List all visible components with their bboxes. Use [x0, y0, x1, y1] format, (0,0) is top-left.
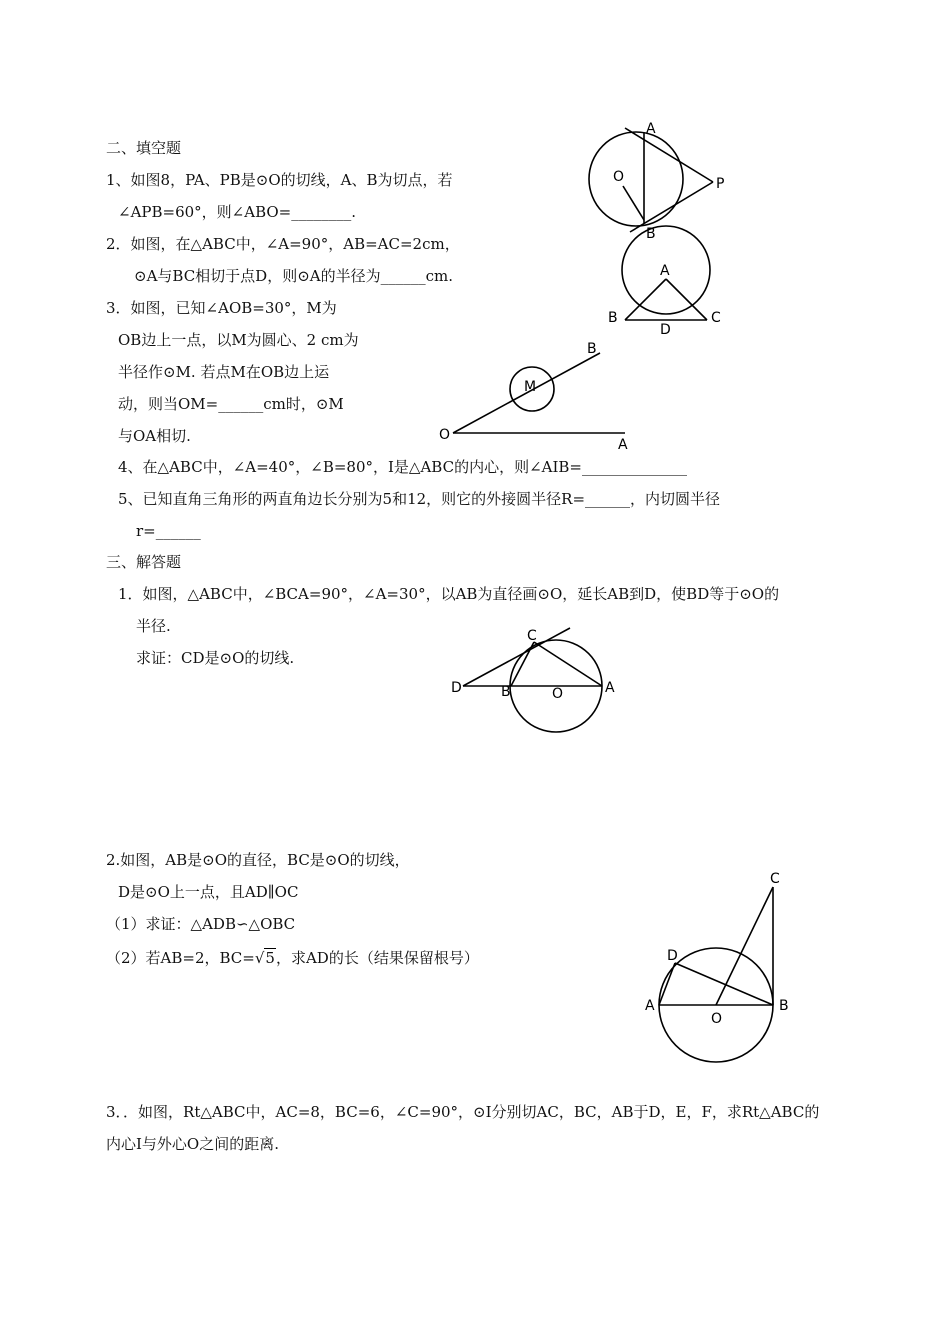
fig1-label-B: B	[646, 226, 656, 242]
p2-text: 2.如图，AB是⊙O的直径，BC是⊙O的切线，	[106, 851, 410, 869]
fig5-label-A: A	[645, 998, 655, 1014]
fig2-label-A: A	[660, 263, 670, 279]
section-heading-fill: 二、填空题	[106, 139, 182, 157]
q3-text-3: 半径作⊙M. 若点M在OB边上运	[118, 363, 330, 381]
fig4-label-O: O	[552, 686, 564, 702]
q2-text-2: ⊙A与BC相切于点D，则⊙A的半径为______cm.	[134, 267, 454, 285]
fig2-label-C: C	[711, 310, 721, 326]
p2-text-4a: （2）若AB=2，BC=	[106, 949, 255, 967]
q3-text: 3．如图，已知∠AOB=30°，M为	[106, 299, 337, 317]
p1-text: 1．如图，△ABC中，∠BCA=90°，∠A=30°，以AB为直径画⊙O，延长AB到D，使BD等于⊙O的	[118, 585, 780, 603]
fig5-label-D: D	[667, 948, 678, 964]
fig4-label-D: D	[451, 680, 462, 696]
p2-text-4b: ，求AD的长（结果保留根号）	[275, 949, 479, 967]
fig1-label-O: O	[613, 169, 625, 185]
sqrt-sign: √	[254, 949, 265, 967]
figure-angle-circle	[435, 335, 635, 453]
sqrt-value: 5	[265, 949, 275, 967]
fig5-label-C: C	[770, 871, 780, 887]
q3-text-5: 与OA相切.	[118, 427, 191, 445]
q3-text-4: 动，则当OM=______cm时，⊙M	[118, 395, 344, 413]
fig3-label-A: A	[618, 437, 628, 453]
q1-text: 1、如图8，PA、PB是⊙O的切线，A、B为切点，若	[106, 171, 453, 189]
q4-text: 4、在△ABC中，∠A=40°，∠B=80°，I是△ABC的内心，则∠AIB=______________	[118, 458, 687, 476]
p1-text-2: 半径.	[136, 617, 171, 635]
fig4-label-C: C	[527, 628, 537, 644]
q1-text-2: ∠APB=60°，则∠ABO=________.	[118, 203, 357, 221]
fig4-label-B: B	[501, 684, 511, 700]
figure-similar-triangles	[640, 865, 815, 1080]
fig1-label-P: P	[716, 176, 725, 192]
p2-text-3: （1）求证：△ADB∽△OBC	[106, 915, 296, 933]
fig1-label-A: A	[646, 121, 656, 137]
fig5-label-B: B	[779, 998, 789, 1014]
fig3-label-O: O	[439, 427, 451, 443]
q2-text: 2．如图，在△ABC中，∠A=90°，AB=AC=2cm，	[106, 235, 460, 253]
fig3-label-B: B	[587, 341, 597, 357]
fig3-label-M: M	[524, 379, 537, 395]
p2-text-4	[106, 948, 479, 968]
p3-text-2: 内心I与外心O之间的距离.	[106, 1135, 279, 1153]
q5-text: 5、已知直角三角形的两直角边长分别为5和12，则它的外接圆半径R=______，内切圆半径	[118, 490, 721, 508]
section-heading-solve: 三、解答题	[106, 553, 182, 571]
fig2-label-D: D	[660, 322, 671, 338]
p2-text-2: D是⊙O上一点，且AD∥OC	[118, 883, 299, 901]
p3-text: 3．．如图，Rt△ABC中，AC=8，BC=6，∠C=90°，⊙I分别切AC，BC，AB于D，E，F，求Rt△ABC的	[106, 1103, 820, 1121]
q3-text-2: OB边上一点，以M为圆心、2 cm为	[118, 331, 359, 349]
figure-tangent-proof	[445, 622, 625, 737]
fig5-label-O: O	[711, 1011, 723, 1027]
q5-text-2: r=______	[136, 522, 201, 540]
p1-text-3: 求证：CD是⊙O的切线.	[136, 649, 295, 667]
fig2-label-B: B	[608, 310, 618, 326]
fig4-label-A: A	[605, 680, 615, 696]
figure-isosceles-tangent	[600, 210, 740, 340]
